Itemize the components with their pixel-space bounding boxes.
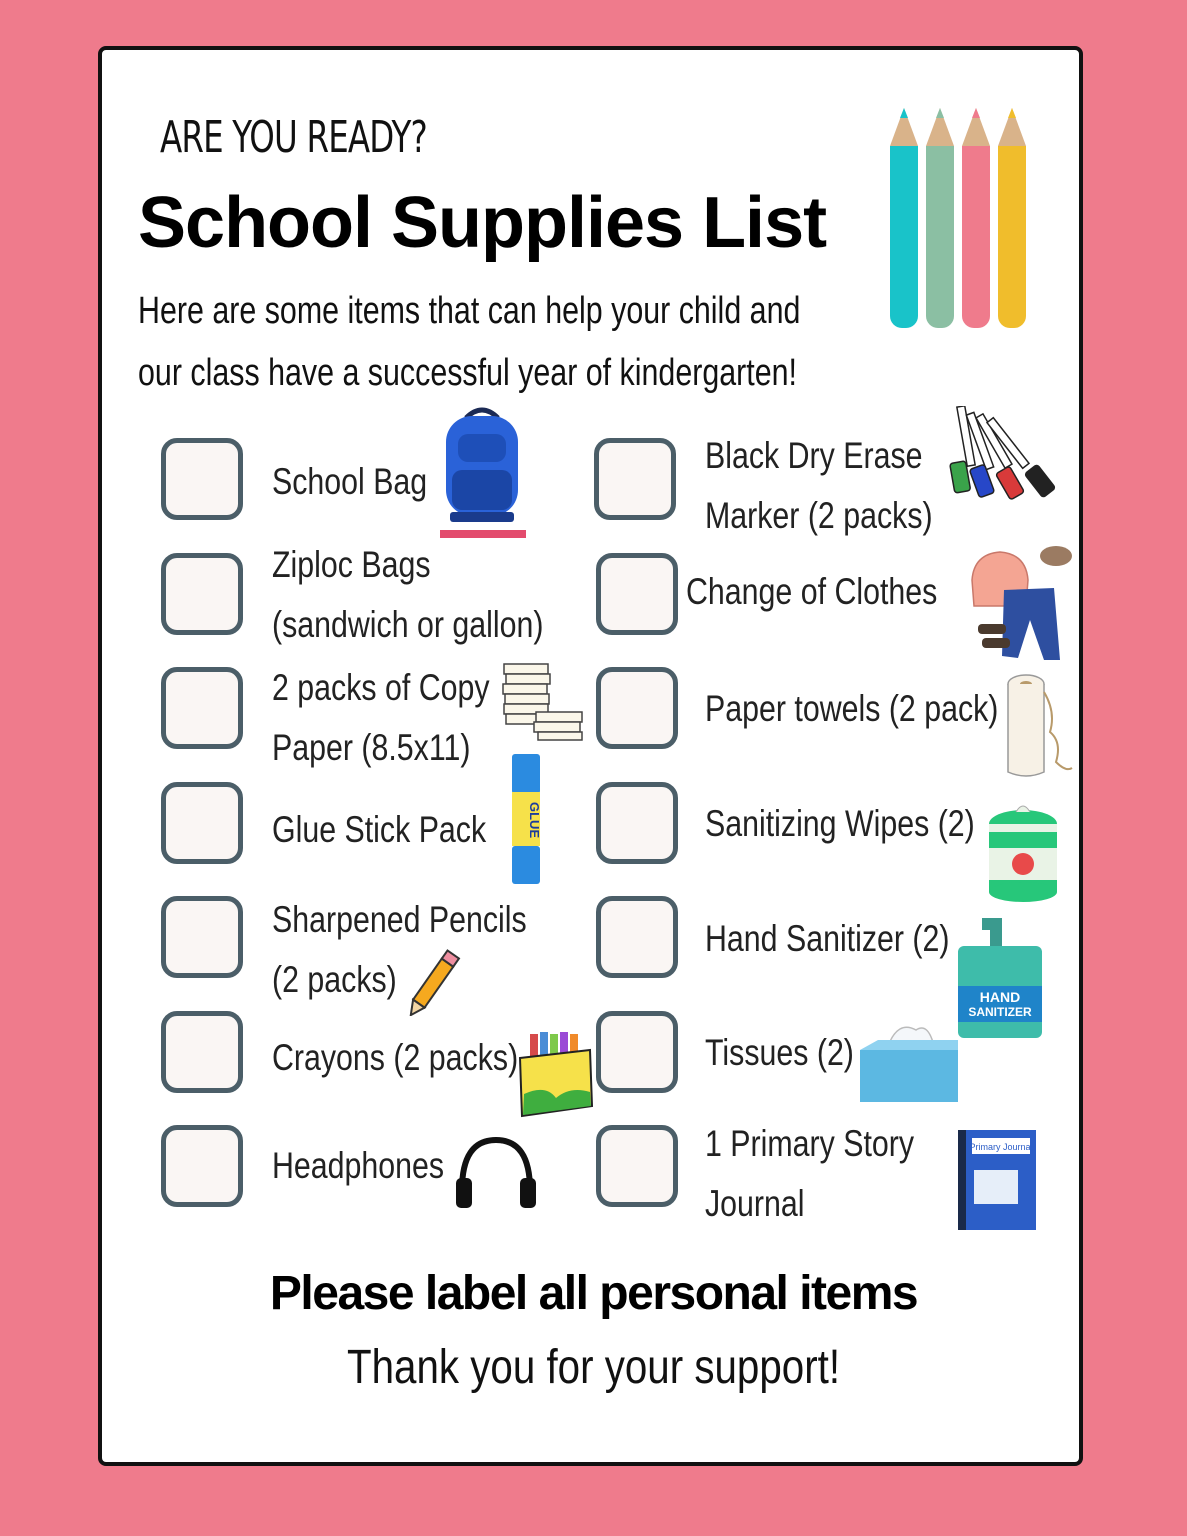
item-label-line: Paper (8.5x11) bbox=[272, 727, 471, 768]
pencil-icon bbox=[400, 940, 476, 1016]
item-label-school-bag: School Bag bbox=[272, 461, 428, 502]
checkbox-change-of-clothes[interactable] bbox=[596, 553, 678, 635]
checkbox-crayons[interactable] bbox=[161, 1011, 243, 1093]
checkbox-school-bag[interactable] bbox=[161, 438, 243, 520]
item-label-line: Marker (2 packs) bbox=[705, 495, 933, 536]
item-label-line: Black Dry Erase bbox=[705, 435, 923, 476]
checkbox-ziploc-bags[interactable] bbox=[161, 553, 243, 635]
pencil-3 bbox=[962, 108, 990, 328]
item-label-line: Ziploc Bags bbox=[272, 544, 431, 585]
item-label-hand-sanitizer: Hand Sanitizer (2) bbox=[705, 918, 950, 959]
checkbox-pencils[interactable] bbox=[161, 896, 243, 978]
checkbox-story-journal[interactable] bbox=[596, 1125, 678, 1207]
paper-stack-icon bbox=[500, 660, 586, 744]
glue-label-text: GLUE bbox=[527, 802, 542, 839]
checkbox-hand-sanitizer[interactable] bbox=[596, 896, 678, 978]
intro-line-2: our class have a successful year of kindergarten! bbox=[138, 352, 798, 394]
wipes-icon bbox=[986, 802, 1060, 902]
colored-pencils-icon bbox=[886, 106, 1036, 332]
item-label-line: 2 packs of Copy bbox=[272, 667, 490, 708]
backpack-icon bbox=[436, 404, 528, 540]
hand-sanitizer-icon bbox=[954, 916, 1044, 1040]
item-label-line: 1 Primary Story bbox=[705, 1123, 915, 1164]
crayons-icon bbox=[516, 1028, 594, 1118]
markers-icon bbox=[944, 406, 1068, 510]
item-label-story-journal bbox=[705, 1114, 914, 1234]
clothes-icon bbox=[964, 540, 1074, 664]
headphones-icon bbox=[454, 1134, 538, 1210]
glue-stick-icon bbox=[508, 752, 544, 886]
checkbox-headphones[interactable] bbox=[161, 1125, 243, 1207]
eyebrow-text: ARE YOU READY? bbox=[160, 112, 427, 163]
journal-icon bbox=[956, 1128, 1038, 1232]
sanitizer-label-line-2: SANITIZER bbox=[968, 1005, 1032, 1019]
checkbox-tissues[interactable] bbox=[596, 1011, 678, 1093]
pencil-2 bbox=[926, 108, 954, 328]
item-label-line: Sharpened Pencils bbox=[272, 899, 527, 940]
item-label-line: Journal bbox=[705, 1183, 805, 1224]
tissue-box-icon bbox=[858, 1020, 960, 1104]
intro-line-1: Here are some items that can help your child and bbox=[138, 290, 801, 332]
item-label-sanitizing-wipes: Sanitizing Wipes (2) bbox=[705, 803, 975, 844]
checkbox-glue-stick[interactable] bbox=[161, 782, 243, 864]
footer-thanks: Thank you for your support! bbox=[346, 1341, 841, 1394]
paper-towel-icon bbox=[1006, 672, 1076, 782]
item-label-paper-towels: Paper towels (2 pack) bbox=[705, 688, 999, 729]
checkbox-copy-paper[interactable] bbox=[161, 667, 243, 749]
item-label-line: (2 packs) bbox=[272, 959, 397, 1000]
journal-label-text: Primary Journal bbox=[969, 1142, 1033, 1152]
item-label-crayons: Crayons (2 packs) bbox=[272, 1037, 519, 1078]
page-title: School Supplies List bbox=[138, 183, 827, 263]
item-label-line: (sandwich or gallon) bbox=[272, 604, 544, 645]
pencil-4 bbox=[998, 108, 1026, 328]
item-label-copy-paper bbox=[272, 658, 490, 778]
checkbox-paper-towels[interactable] bbox=[596, 667, 678, 749]
item-label-tissues: Tissues (2) bbox=[705, 1032, 854, 1073]
checkbox-sanitizing-wipes[interactable] bbox=[596, 782, 678, 864]
intro-text bbox=[138, 280, 898, 404]
sanitizer-label-line-1: HAND bbox=[979, 989, 1021, 1005]
item-label-headphones: Headphones bbox=[272, 1145, 445, 1186]
item-label-dry-erase-markers bbox=[705, 426, 933, 546]
item-label-change-of-clothes: Change of Clothes bbox=[686, 571, 938, 612]
item-label-ziploc-bags bbox=[272, 535, 544, 655]
item-label-glue-stick: Glue Stick Pack bbox=[272, 809, 487, 850]
checkbox-dry-erase-markers[interactable] bbox=[594, 438, 676, 520]
footer-note: Please label all personal items bbox=[269, 1267, 918, 1320]
pencil-1 bbox=[890, 108, 918, 328]
